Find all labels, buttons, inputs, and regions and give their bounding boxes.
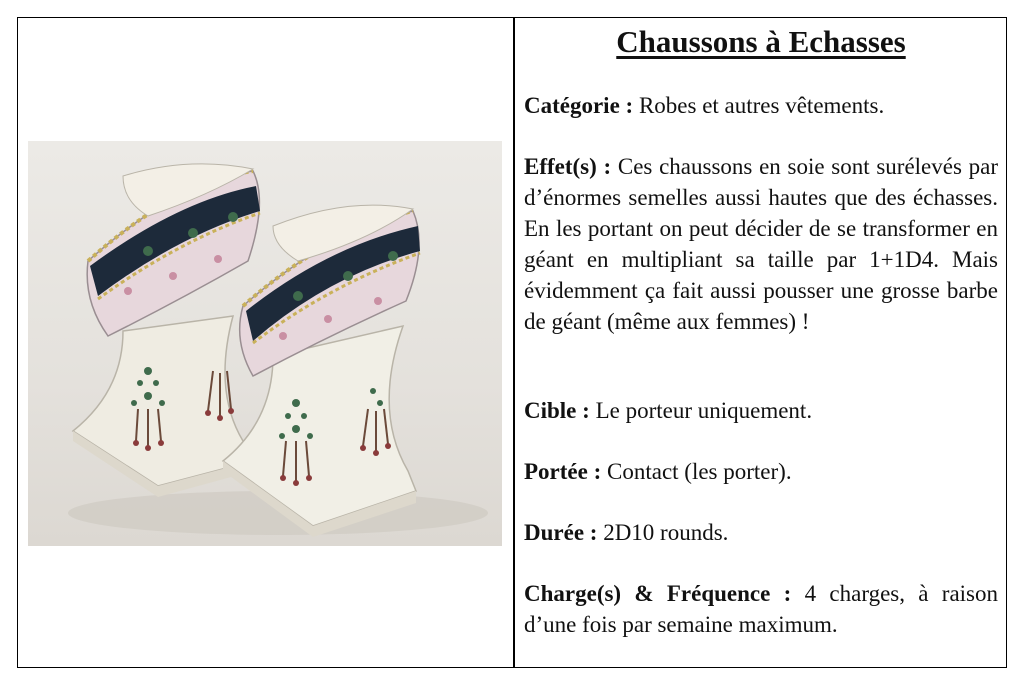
field-value: Robes et autres vêtements. [633,93,885,118]
field-effect [524,151,998,337]
field-value: Contact (les porter). [601,459,792,484]
field-label: Durée : [524,520,598,545]
field-value: Le porteur uniquement. [589,398,813,423]
item-title: Chaussons à Echasses [616,24,906,59]
item-photo [28,141,502,546]
field-value: Ces chaussons en soie sont surélevés par d’énormes semelles aussi hautes que des échasses. En les portant on peut décider de se transformer en géant en multipliant sa taille par 1+1D4. Mais évidemment ça fait aussi pousser une grosse barbe de géant (même aux femmes) ! [524,154,998,334]
field-value: 2D10 rounds. [597,520,729,545]
stilt-slippers-image [28,141,502,546]
field-charges [524,578,998,640]
item-card [17,17,1007,668]
field-range [524,456,998,487]
field-value: 4 charges, à raison d’une fois par semaine maximum. [524,581,998,637]
column-divider [513,18,515,667]
field-duration [524,517,998,548]
field-category [524,90,998,121]
field-target [524,395,998,426]
field-label: Portée : [524,459,602,484]
field-label: Catégorie : [524,93,634,118]
field-label: Effet(s) : [524,154,612,179]
field-label: Cible : [524,398,590,423]
field-label: Charge(s) & Fréquence : [524,581,792,606]
